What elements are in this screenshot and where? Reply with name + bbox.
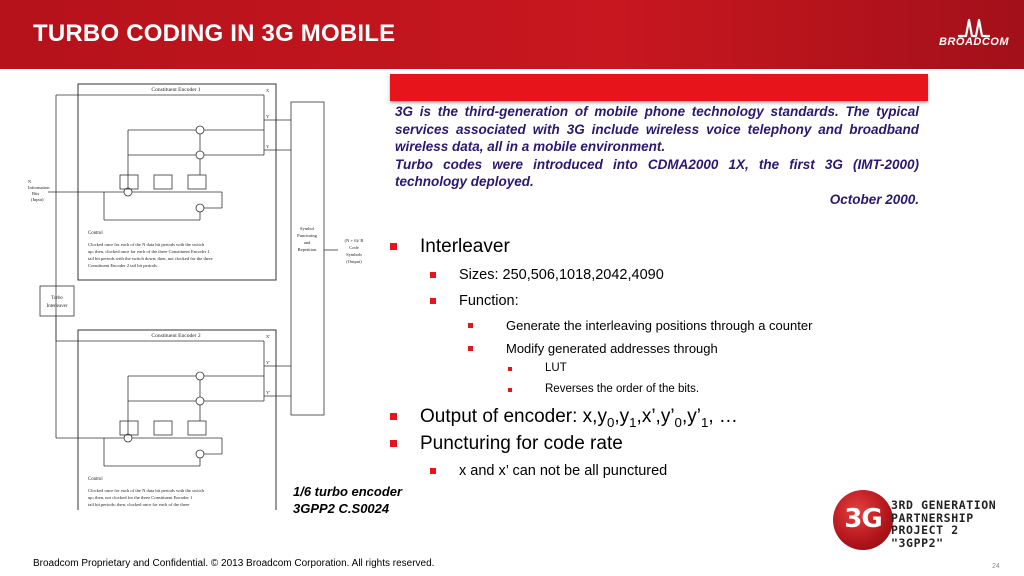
bullet-marker (390, 413, 397, 420)
control1-line-1: Clocked once for each of the N data bit periods with the switch (88, 242, 205, 247)
3g-badge-icon (833, 490, 893, 550)
bullet-marker (508, 388, 512, 392)
3gpp2-text (891, 499, 996, 549)
turbo-encoder-figure (26, 80, 376, 510)
broadcom-logo-text: BROADCOM (939, 36, 1009, 48)
input-label-3: Bits (32, 191, 40, 196)
bullet-text: Interleaver (420, 236, 510, 257)
info-box (395, 103, 919, 208)
puncture-label-2: Puncturing (297, 233, 317, 238)
header-bar (0, 0, 1024, 69)
bullet-text: Modify generated addresses through (506, 341, 718, 356)
output-label-4: (Output) (346, 259, 362, 264)
figure-caption (293, 483, 402, 517)
caption-line-2: 3GPP2 C.S0024 (293, 501, 390, 516)
control1-label: Control (88, 231, 103, 236)
3gpp2-line-3: PROJECT 2 (891, 523, 959, 537)
page-number: 24 (992, 563, 1000, 570)
encoder1-title: Constituent Encoder 1 (151, 87, 201, 93)
info-para-1: 3G is the third-generation of mobile phone technology standards. The typical services associated with 3G include wireless voice telephony and broadband wireless data, all in a mobile environment. (395, 104, 919, 154)
encoder1-output-x: X (266, 88, 270, 93)
3gpp2-line-1: 3RD GENERATION (891, 498, 997, 512)
3g-badge-text: 3G (844, 504, 882, 534)
bullet-text: x and x’ can not be all punctured (459, 463, 668, 479)
bullet-marker (390, 440, 397, 447)
bullet-marker (430, 272, 436, 278)
broadcom-logo-icon (956, 14, 992, 38)
info-date: October 2000. (829, 191, 919, 207)
input-label-2: Information (28, 185, 50, 190)
encoder2-output-y0: Y' (266, 360, 271, 365)
interleaver-label-2: Interleaver (46, 304, 68, 309)
input-label-1: N (28, 179, 32, 184)
interleaver-label-1: Turbo (51, 296, 63, 301)
bullet-text: Reverses the order of the bits. (545, 383, 700, 395)
info-para-2: Turbo codes were introduced into CDMA2000 1X, the first 3G (IMT-2000) technology deployed. (395, 156, 919, 189)
bullet-text: Sizes: 250,506,1018,2042,4090 (459, 267, 664, 283)
control2-line-2: up; then, not clocked for the three Constituent Encoder 1 (88, 495, 193, 500)
3gpp2-line-4: "3GPP2" (891, 535, 944, 550)
encoder2-title: Constituent Encoder 2 (151, 333, 201, 339)
bullet-text: Function: (459, 293, 519, 309)
page-title: TURBO CODING IN 3G MOBILE (33, 20, 396, 47)
encoder2-output-y1: Y' (266, 390, 271, 395)
input-label-4: (Input) (31, 197, 44, 202)
encoder1-output-y1: Y (266, 144, 270, 149)
output-label-2: Code (349, 245, 359, 250)
encoder2-output-x: X' (266, 334, 271, 339)
info-red-bar (390, 74, 928, 101)
control2-label: Control (88, 477, 103, 482)
3gpp2-line-2: PARTNERSHIP (891, 510, 974, 525)
bullet-marker (468, 323, 473, 328)
bullet-text: LUT (545, 362, 567, 374)
3gpp2-logo (833, 490, 1008, 552)
output-label-1: (N + 6)/ R (344, 238, 364, 243)
footer-text: Broadcom Proprietary and Confidential. © 2013 Broadcom Corporation. All rights reserved. (33, 558, 435, 569)
puncture-label-4: Repetition (297, 247, 317, 252)
control2-line-3: tail bit periods; then, clocked once for each of the three (88, 502, 190, 507)
output-label-3: Symbols (346, 252, 362, 257)
bullet-text: Puncturing for code rate (420, 433, 623, 454)
bullet-marker (468, 346, 473, 351)
caption-line-1: 1/6 turbo encoder (293, 484, 403, 499)
broadcom-logo (934, 14, 1014, 54)
bullet-marker (508, 367, 512, 371)
bullet-text: Generate the interleaving positions through a counter (506, 318, 813, 333)
bullet-text: Output of encoder: $x,y_0,y_1,x’,y’_0,y’_1$, … (420, 406, 738, 430)
control1-line-2: up; then, clocked once for each of the three Constituent Encoder 1 (88, 249, 210, 254)
control1-line-3: tail bit periods with the switch down; then, not clocked for the three (88, 256, 213, 261)
control1-line-4: Constituent Encoder 2 tail bit periods. (88, 263, 158, 268)
control2-line-1: Clocked once for each of the N data bit periods with the switch (88, 488, 205, 493)
turbo-encoder-diagram (26, 80, 376, 510)
bullet-marker (390, 243, 397, 250)
bullet-marker (430, 468, 436, 474)
bullet-marker (430, 298, 436, 304)
puncture-label-3: and (303, 240, 311, 245)
encoder1-output-y0: Y (266, 114, 270, 119)
puncture-label-1: Symbol (299, 226, 315, 231)
